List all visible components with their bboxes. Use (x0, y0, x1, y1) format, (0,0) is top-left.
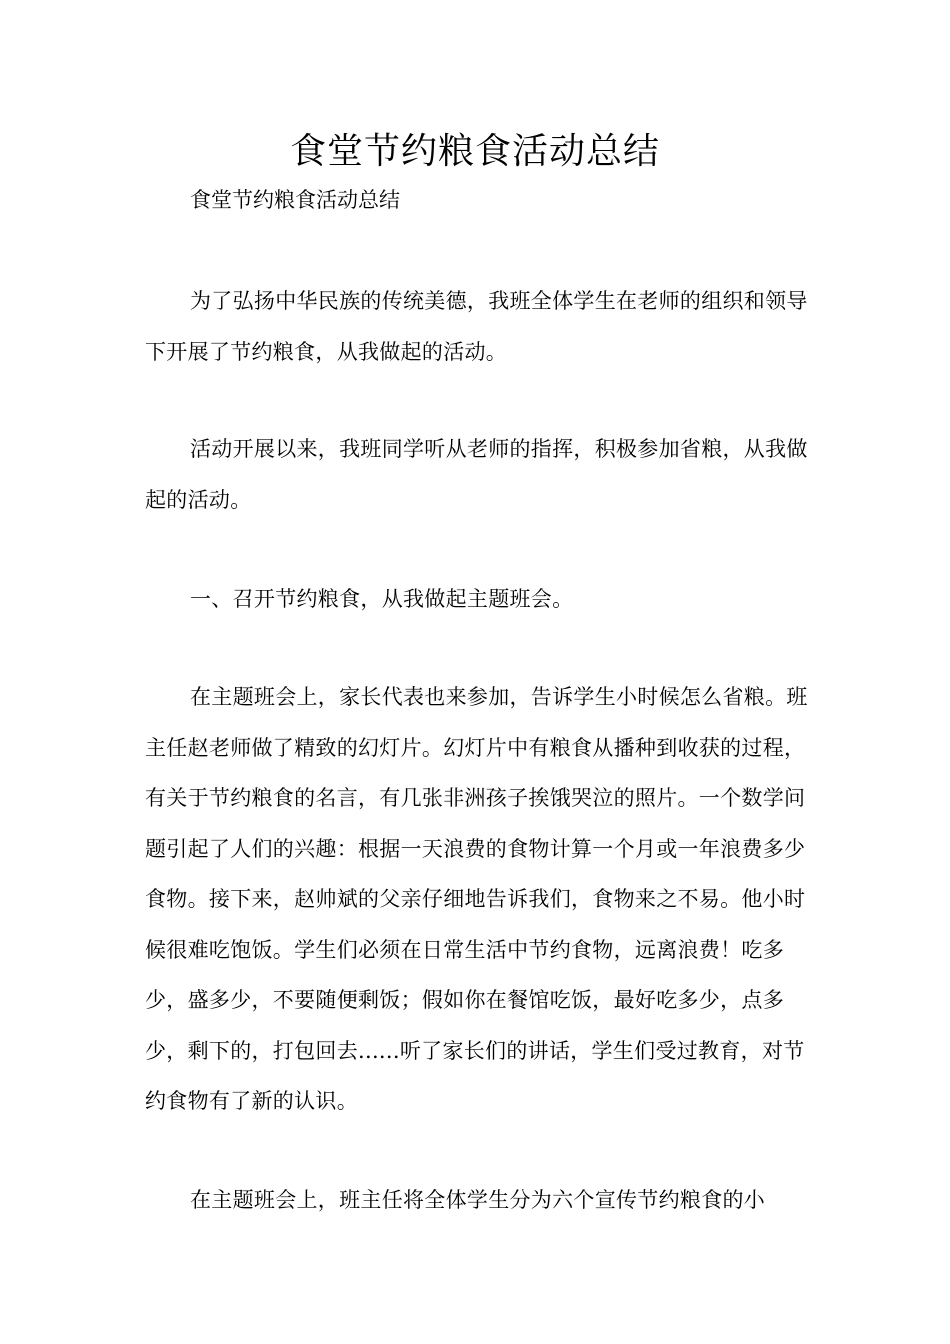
document-subtitle: 食堂节约粮食活动总结 (190, 188, 400, 212)
section-heading-class-meeting: 一、召开节约粮食，从我做起主题班会。 (190, 587, 574, 611)
paragraph-intro: 为了弘扬中华民族的传统美德，我班全体学生在老师的组织和领导下开展了节约粮食，从我做起的活动。 (145, 289, 808, 364)
document-title: 食堂节约粮食活动总结 (289, 131, 660, 172)
paragraph-class-meeting: 在主题班会上，家长代表也来参加，告诉学生小时候怎么省粮。班主任赵老师做了精致的幻灯片。幻灯片中有粮食从播种到收获的过程，有关于节约粮食的名言，有几张非洲孩子挨饿哭泣的照片。一个数学问题引起了人们的兴趣：根据一天浪费的食物计算一个月或一年浪费多少食物。接下来，赵帅斌的父亲仔细地告诉我们，食物来之不易。他小时候很难吃饱饭。学生们必须在日常生活中节约食物，远离浪费！吃多少，盛多少，不要随便剩饭；假如你在餐馆吃饭，最好吃多少，点多少，剩下的，打包回去......听了家长们的讲话，学生们受过教育，对节约食物有了新的认识。 (145, 685, 808, 1113)
paragraph-groups: 在主题班会上，班主任将全体学生分为六个宣传节约粮食的小 (190, 1188, 766, 1212)
paragraph-activity: 活动开展以来，我班同学听从老师的指挥，积极参加省粮，从我做起的活动。 (145, 437, 808, 512)
